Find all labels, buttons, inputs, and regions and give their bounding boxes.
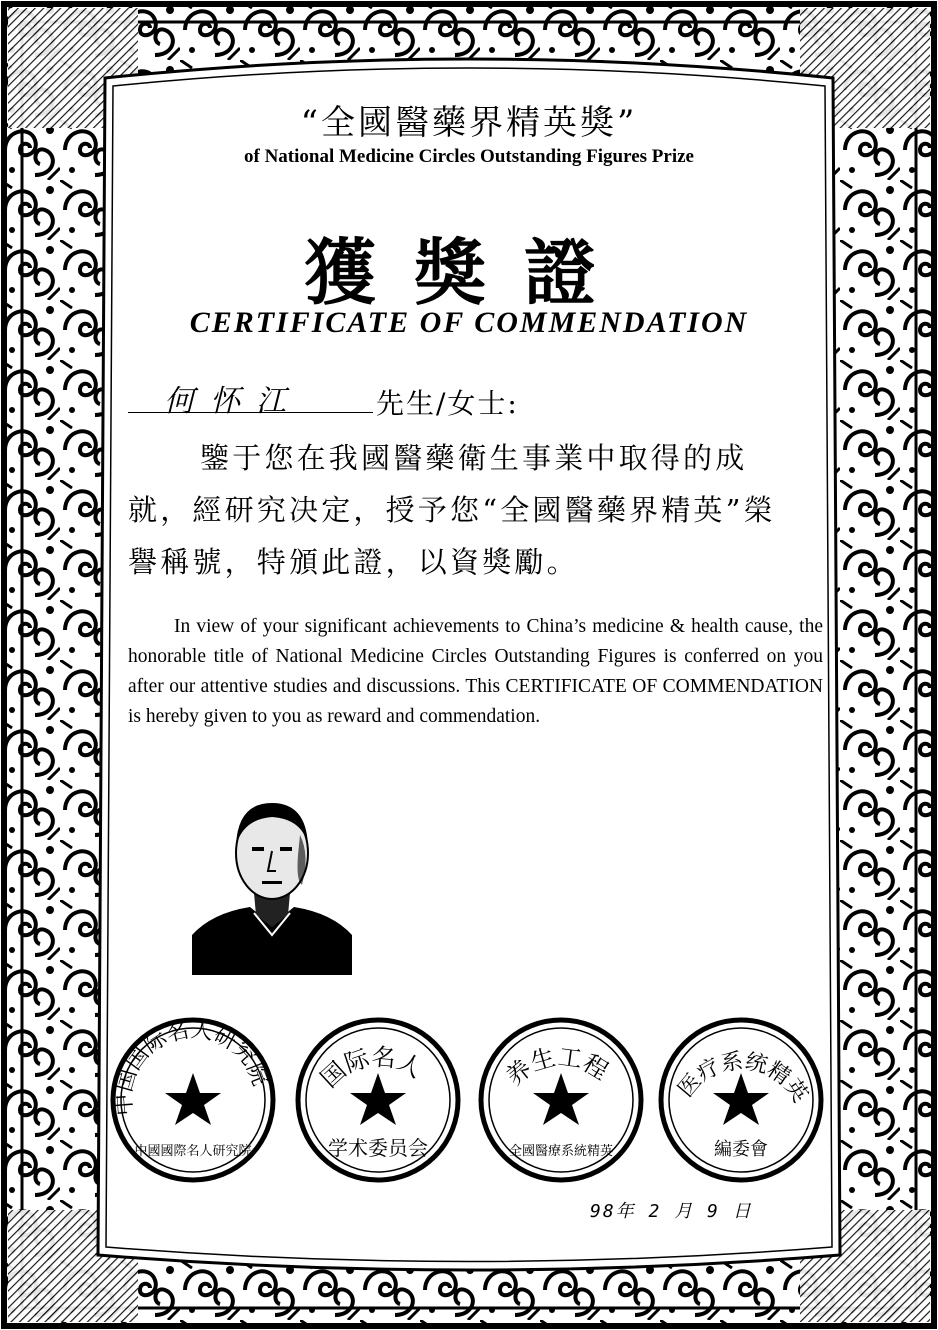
seal-3 [476,1015,646,1185]
salutation: 先生/女士: [376,387,519,420]
body-cn-line: 就，經研究决定，授予您“全國醫藥界精英”榮 [128,493,776,527]
body-cn-line: 鑒于您在我國醫藥衛生事業中取得的成 [200,441,748,475]
prize-title-cn: “全國醫藥界精英獎” [300,103,638,143]
seal-4 [656,1015,826,1185]
body-text-en: In view of your significant achievements to China’s medicine & health cause, the honorable title of National Medicine Circles Outstanding Figures is conferred on you after our attentive studies and discussions. This CERTIFICATE OF COMMENDATION is hereby given to you as reward and commendation. [128,616,823,727]
certificate-title-cn: 獲獎證 [303,230,634,315]
issue-date: 98年 2 月 9 日 [590,1201,753,1222]
certificate-title-en: CERTIFICATE OF COMMENDATION [189,306,749,339]
body-text-cn [128,432,818,588]
recipient-photo [192,785,352,975]
seal-2-center-text: 学术委员会 [328,1136,428,1160]
seal-2 [293,1015,463,1185]
official-seals [108,1015,830,1205]
prize-title-en: of National Medicine Circles Outstanding Figures Prize [244,146,694,167]
recipient-name: 何怀江 [164,384,302,419]
seal-3-ring-text: 养生工程 [500,1042,614,1092]
body-cn-line: 譽稱號，特頒此證，以資獎勵。 [128,545,579,579]
seal-4-center-text: 編委會 [714,1139,768,1160]
seal-1-ring-text: 中国国际名人研究院 [111,1017,273,1117]
seal-4-ring-text: 医疗系统精英 [673,1048,813,1108]
seal-2-ring-text: 国际名人 [315,1042,427,1094]
seal-1-center-text: 中國國際名人研究院 [134,1144,252,1159]
certificate-content [108,80,830,1260]
seal-3-center-text: 全國醫療系統精英 [508,1144,614,1159]
seal-1 [108,1015,278,1185]
